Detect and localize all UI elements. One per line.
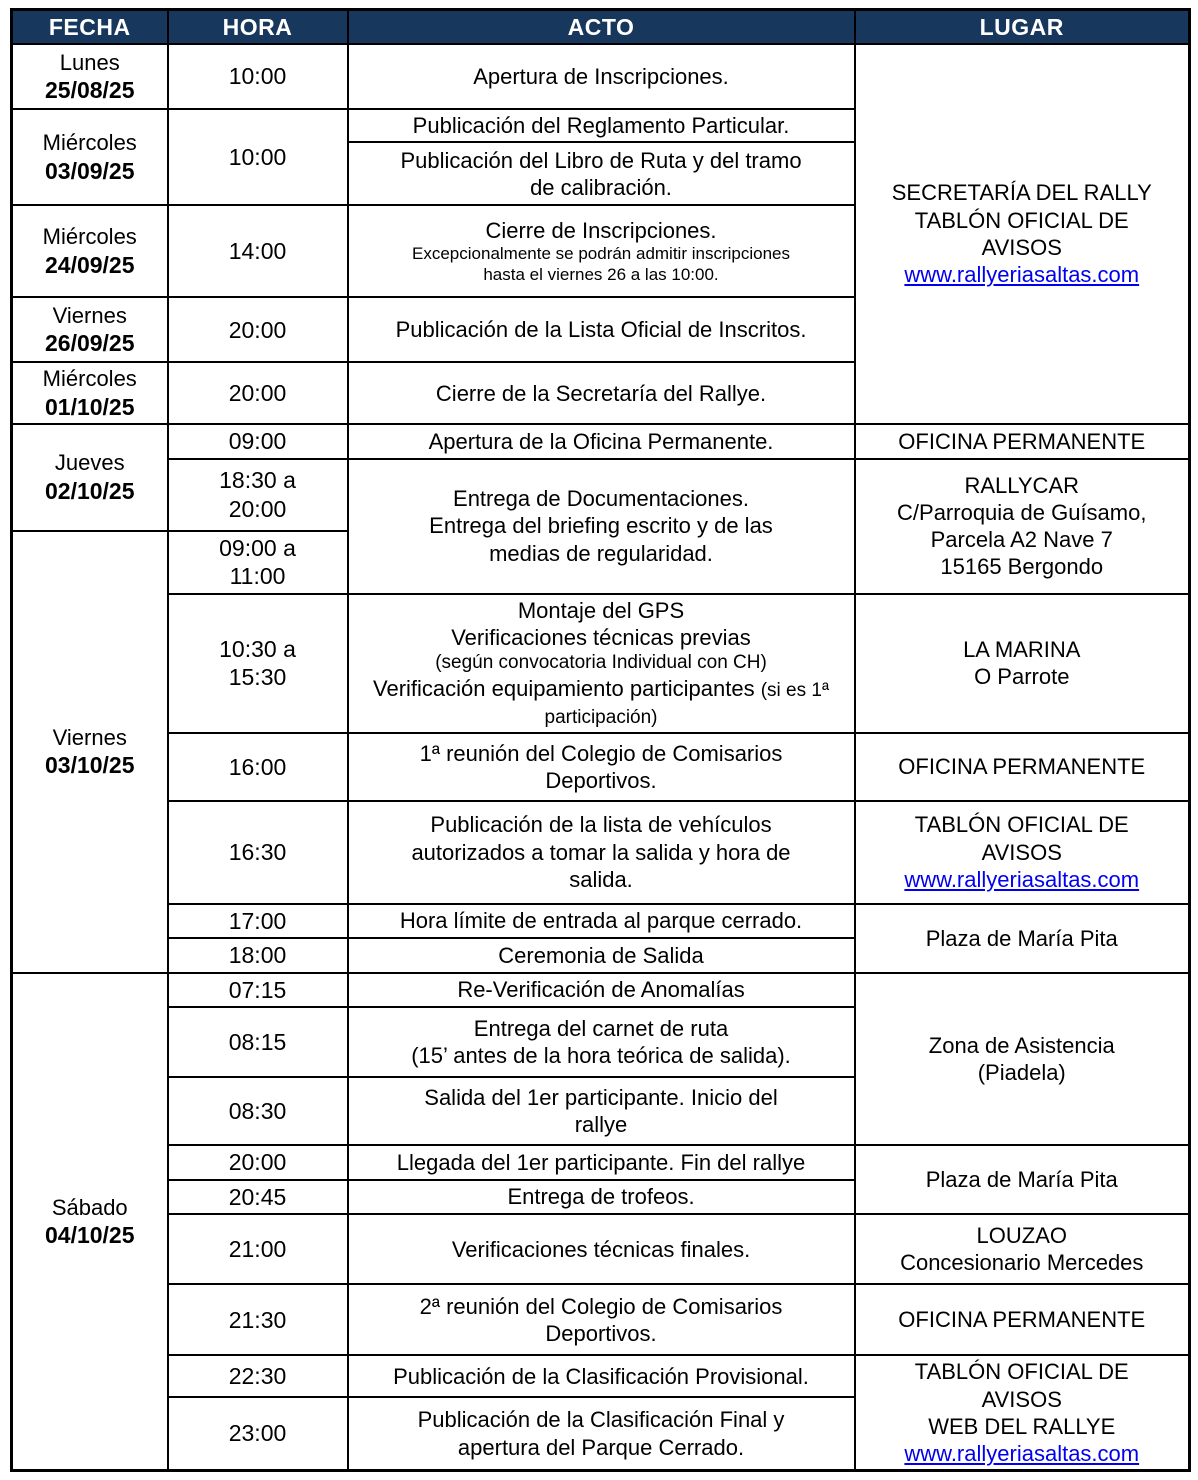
column-header-lugar: LUGAR xyxy=(855,10,1190,45)
column-header-fecha: FECHA xyxy=(12,10,168,45)
acto-main-text: Montaje del GPS xyxy=(517,597,685,623)
lugar-text: TABLÓN OFICIAL DE AVISOS xyxy=(914,812,1129,865)
lugar-cell-tablon-web-rallye xyxy=(855,1355,1190,1471)
acto-cell-reverificacion: Re-Verificación de Anomalías xyxy=(348,973,855,1008)
acto-cell-carnet-ruta: Entrega del carnet de ruta (15’ antes de la hora teórica de salida). xyxy=(348,1007,855,1077)
acto-cell-lista-vehiculos: Publicación de la lista de vehículos autorizados a tomar la salida y hora de salida. xyxy=(348,801,855,904)
acto-mixed-line: Verificación equipamiento participantes (si es 1ª participación) xyxy=(373,675,829,729)
table-row xyxy=(12,733,1190,801)
fecha-day: Miércoles xyxy=(42,130,137,156)
fecha-day: Sábado xyxy=(51,1194,128,1220)
hora-cell: 20:00 xyxy=(168,362,348,424)
lugar-cell-oficina-permanente: OFICINA PERMANENTE xyxy=(855,1284,1190,1355)
acto-cell-salida-primer-participante: Salida del 1er participante. Inicio del rallye xyxy=(348,1077,855,1145)
lugar-cell-zona-asistencia: Zona de Asistencia (Piadela) xyxy=(855,973,1190,1146)
rally-website-link[interactable]: www.rallyeriasaltas.com xyxy=(904,1441,1140,1467)
lugar-cell-tablon-avisos xyxy=(855,801,1190,904)
table-row xyxy=(12,459,1190,531)
acto-cell-limite-parque: Hora límite de entrada al parque cerrado. xyxy=(348,904,855,939)
fecha-date: 02/10/25 xyxy=(44,477,135,504)
fecha-cell-miercoles-24-09 xyxy=(12,205,168,297)
hora-cell: 18:30 a 20:00 xyxy=(168,459,348,531)
hora-cell: 14:00 xyxy=(168,205,348,297)
acto-note-text: Excepcionalmente se podrán admitir inscripciones hasta el viernes 26 a las 10:00. xyxy=(412,244,790,284)
hora-cell: 08:30 xyxy=(168,1077,348,1145)
acto-cell-reglamento: Publicación del Reglamento Particular. xyxy=(348,109,855,142)
acto-cell-clasificacion-provisional: Publicación de la Clasificación Provisional. xyxy=(348,1355,855,1397)
acto-main-text: Verificaciones técnicas previas xyxy=(451,624,751,650)
header-row xyxy=(12,10,1190,45)
table-row xyxy=(12,973,1190,1008)
lugar-cell-plaza-maria-pita: Plaza de María Pita xyxy=(855,1145,1190,1214)
fecha-date: 26/09/25 xyxy=(44,330,135,357)
hora-cell: 22:30 xyxy=(168,1355,348,1397)
hora-cell: 23:00 xyxy=(168,1397,348,1471)
table-row xyxy=(12,44,1190,109)
acto-cell-lista-inscritos: Publicación de la Lista Oficial de Inscritos. xyxy=(348,297,855,362)
hora-cell: 20:00 xyxy=(168,1145,348,1180)
fecha-cell-viernes-03-10 xyxy=(12,531,168,973)
fecha-date: 03/10/25 xyxy=(44,752,135,779)
hora-cell: 07:15 xyxy=(168,973,348,1008)
fecha-day: Jueves xyxy=(54,450,125,476)
hora-cell: 09:00 a 11:00 xyxy=(168,531,348,594)
fecha-date: 04/10/25 xyxy=(44,1221,135,1248)
lugar-cell-la-marina: LA MARINA O Parrote xyxy=(855,594,1190,733)
column-header-acto: ACTO xyxy=(348,10,855,45)
fecha-date: 01/10/25 xyxy=(44,393,135,420)
fecha-cell-miercoles-01-10 xyxy=(12,362,168,424)
acto-cell-segunda-reunion: 2ª reunión del Colegio de Comisarios Deportivos. xyxy=(348,1284,855,1355)
acto-cell-llegada-primer-participante: Llegada del 1er participante. Fin del rallye xyxy=(348,1145,855,1180)
hora-cell: 08:15 xyxy=(168,1007,348,1077)
lugar-text: TABLÓN OFICIAL DE AVISOS WEB DEL RALLYE xyxy=(914,1359,1129,1439)
acto-cell-clasificacion-final: Publicación de la Clasificación Final y apertura del Parque Cerrado. xyxy=(348,1397,855,1471)
acto-note-text: (según convocatoria Individual con CH) xyxy=(435,652,767,674)
hora-cell: 20:00 xyxy=(168,297,348,362)
lugar-cell-louzao: LOUZAO Concesionario Mercedes xyxy=(855,1214,1190,1284)
hora-cell: 16:00 xyxy=(168,733,348,801)
table-row xyxy=(12,1284,1190,1355)
hora-cell: 16:30 xyxy=(168,801,348,904)
fecha-day: Lunes xyxy=(59,49,120,75)
table-row xyxy=(12,904,1190,939)
acto-cell-entrega-documentaciones: Entrega de Documentaciones. Entrega del briefing escrito y de las medias de regularidad. xyxy=(348,459,855,594)
table-row xyxy=(12,594,1190,733)
acto-cell-apertura-inscripciones: Apertura de Inscripciones. xyxy=(348,44,855,109)
lugar-cell-oficina-permanente: OFICINA PERMANENTE xyxy=(855,424,1190,459)
lugar-text: SECRETARÍA DEL RALLY TABLÓN OFICIAL DE AVISOS xyxy=(891,180,1152,261)
acto-cell-cierre-secretaria: Cierre de la Secretaría del Rallye. xyxy=(348,362,855,424)
table-row xyxy=(12,424,1190,459)
hora-cell: 20:45 xyxy=(168,1180,348,1215)
table-row xyxy=(12,1355,1190,1397)
fecha-day: Miércoles xyxy=(42,366,137,392)
fecha-day: Viernes xyxy=(52,724,127,750)
hora-cell: 17:00 xyxy=(168,904,348,939)
acto-main-text: Cierre de Inscripciones. xyxy=(485,217,717,243)
fecha-cell-lunes-25-08 xyxy=(12,44,168,109)
lugar-cell-plaza-maria-pita: Plaza de María Pita xyxy=(855,904,1190,973)
hora-cell: 10:00 xyxy=(168,109,348,205)
table-row xyxy=(12,1214,1190,1284)
acto-cell-entrega-trofeos: Entrega de trofeos. xyxy=(348,1180,855,1215)
acto-note-text: (si es 1ª participación) xyxy=(544,679,829,729)
table-row xyxy=(12,1145,1190,1180)
fecha-cell-viernes-26-09 xyxy=(12,297,168,362)
table-row xyxy=(12,801,1190,904)
hora-cell: 18:00 xyxy=(168,938,348,973)
schedule-table xyxy=(10,8,1191,1472)
fecha-date: 25/08/25 xyxy=(44,76,135,103)
acto-cell-primera-reunion: 1ª reunión del Colegio de Comisarios Deportivos. xyxy=(348,733,855,801)
lugar-cell-secretaria xyxy=(855,44,1190,424)
acto-cell-apertura-oficina: Apertura de la Oficina Permanente. xyxy=(348,424,855,459)
acto-cell-cierre-inscripciones xyxy=(348,205,855,297)
fecha-day: Miércoles xyxy=(42,224,137,250)
fecha-cell-jueves-02-10 xyxy=(12,424,168,531)
acto-cell-verificaciones-finales: Verificaciones técnicas finales. xyxy=(348,1214,855,1284)
column-header-hora: HORA xyxy=(168,10,348,45)
lugar-cell-rallycar: RALLYCAR C/Parroquia de Guísamo, Parcela A2 Nave 7 15165 Bergondo xyxy=(855,459,1190,594)
fecha-cell-sabado-04-10 xyxy=(12,973,168,1471)
acto-cell-montaje-gps xyxy=(348,594,855,733)
rally-website-link[interactable]: www.rallyeriasaltas.com xyxy=(904,262,1140,288)
lugar-cell-oficina-permanente: OFICINA PERMANENTE xyxy=(855,733,1190,801)
fecha-date: 03/09/25 xyxy=(44,157,135,184)
rally-website-link[interactable]: www.rallyeriasaltas.com xyxy=(904,866,1140,892)
hora-cell: 09:00 xyxy=(168,424,348,459)
hora-cell: 21:30 xyxy=(168,1284,348,1355)
hora-cell: 21:00 xyxy=(168,1214,348,1284)
hora-cell: 10:00 xyxy=(168,44,348,109)
hora-cell: 10:30 a 15:30 xyxy=(168,594,348,733)
acto-cell-ceremonia-salida: Ceremonia de Salida xyxy=(348,938,855,973)
fecha-cell-miercoles-03-09 xyxy=(12,109,168,205)
fecha-date: 24/09/25 xyxy=(44,251,135,278)
fecha-day: Viernes xyxy=(52,302,127,328)
acto-cell-libro-ruta: Publicación del Libro de Ruta y del tramo de calibración. xyxy=(348,142,855,205)
